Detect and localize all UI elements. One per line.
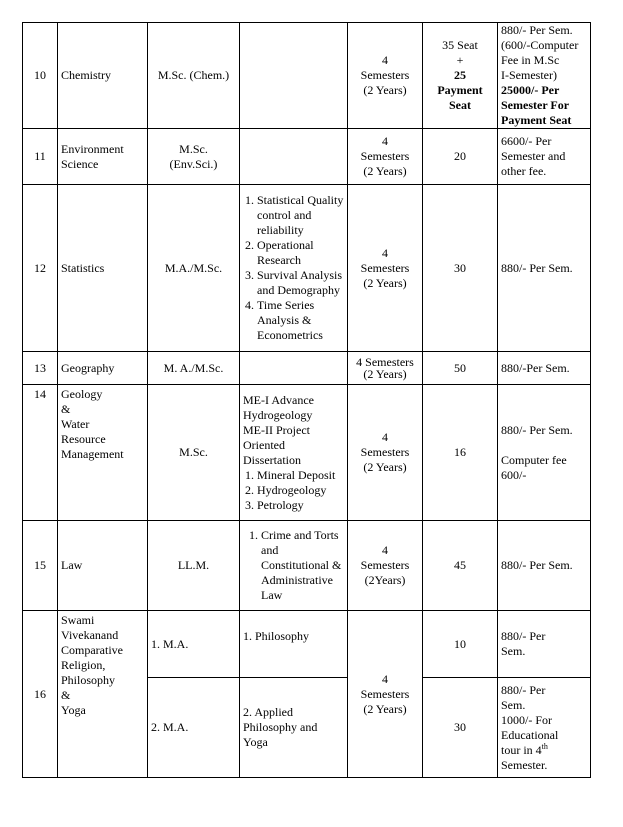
serial-number: 14 [23,385,58,521]
fee-cell [498,385,591,521]
intake: 45 [423,521,498,611]
specialization-item: 3. Survival Analysis and Demography [257,268,344,298]
fee: 880/- Per Sem. [498,521,591,611]
department-name: Environment Science [58,129,148,185]
specialization-cell [240,385,348,521]
duration: 4 Semesters (2Years) [348,521,423,611]
specialization-item: 2. Hydrogeology [257,483,344,498]
department-name: Law [58,521,148,611]
specialization-item: 1. Statistical Quality control and reliability [257,193,344,238]
duration: 4 Semesters (2 Years) [348,185,423,352]
specialization-cell [240,23,348,129]
table-row [23,185,591,352]
intake: 50 [423,352,498,385]
specialization-item: 3. Petrology [257,498,344,513]
intake-cell [423,23,498,129]
intake: 30 [423,678,498,778]
table-row [23,352,591,385]
department-name: Geology & Water Resource Management [58,385,148,521]
degree-name: 2. M.A. [148,678,240,778]
fee: 880/-Per Sem. [498,352,591,385]
fee: 880/- Per Sem. [498,611,591,678]
fee-cell [498,678,591,778]
table-row [23,129,591,185]
duration: 4 Semesters (2 Years) [348,23,423,129]
duration: 4 Semesters (2 Years) [348,352,423,385]
intake-regular: 35 Seat [442,38,478,52]
fee-text: 880/- Per Sem. 1000/- For Educational tour in 4 [501,682,559,757]
fee-cell [498,23,591,129]
table-row [23,385,591,521]
specialization-list [243,528,344,603]
specialization-item: 1. Mineral Deposit [257,468,344,483]
specialization-list [243,468,344,513]
degree-name: LL.M. [148,521,240,611]
fee-computer: Computer fee 600/- [501,452,567,482]
intake: 16 [423,385,498,521]
serial-number: 10 [23,23,58,129]
fee-text-end: Semester. [501,757,548,772]
degree-name: M.Sc. [148,385,240,521]
specialization-cell [240,521,348,611]
table-row [23,611,591,678]
serial-number: 12 [23,185,58,352]
serial-number: 15 [23,521,58,611]
duration: 4 Semesters (2 Years) [348,385,423,521]
specialization-list [243,193,344,343]
course-fee-table [22,22,591,778]
degree-name: M.A./M.Sc. [148,185,240,352]
serial-number: 16 [23,611,58,778]
serial-number: 11 [23,129,58,185]
specialization-cell [240,185,348,352]
degree-name: M.Sc. (Env.Sci.) [148,129,240,185]
specialization: 2. Applied Philosophy and Yoga [240,678,348,778]
duration: 4 Semesters (2 Years) [348,129,423,185]
fee-regular: 880/- Per Sem. [501,422,573,437]
duration: 4 Semesters (2 Years) [348,611,423,778]
intake: 30 [423,185,498,352]
intake: 20 [423,129,498,185]
serial-number: 13 [23,352,58,385]
table-row [23,23,591,129]
specialization: 1. Philosophy [240,611,348,678]
intake: 10 [423,611,498,678]
specialization-cell [240,352,348,385]
intake-plus: + [456,53,464,67]
specialization-text: ME-I Advance Hydrogeology ME-II Project Oriented Dissertation [243,392,314,467]
degree-name: M. A./M.Sc. [148,352,240,385]
table-row [23,521,591,611]
fee-regular: 880/- Per Sem. (600/-Computer Fee in M.Sc I-Semester) [501,23,579,82]
fee-payment: 25000/- Per Semester For Payment Seat [501,83,572,127]
specialization-item: 2. Operational Research [257,238,344,268]
intake-payment: 25 Payment Seat [437,68,483,112]
department-name: Geography [58,352,148,385]
fee: 6600/- Per Semester and other fee. [498,129,591,185]
degree-name: 1. M.A. [148,611,240,678]
specialization-item: 1. Crime and Torts and Constitutional & Administrative Law [261,528,344,603]
degree-name: M.Sc. (Chem.) [148,23,240,129]
specialization-item: 4. Time Series Analysis & Econometrics [257,298,344,343]
fee: 880/- Per Sem. [498,185,591,352]
department-name: Statistics [58,185,148,352]
department-name: Chemistry [58,23,148,129]
fee-superscript: th [541,741,548,751]
specialization-cell [240,129,348,185]
department-name: Swami Vivekanand Comparative Religion, Philosophy & Yoga [58,611,148,778]
